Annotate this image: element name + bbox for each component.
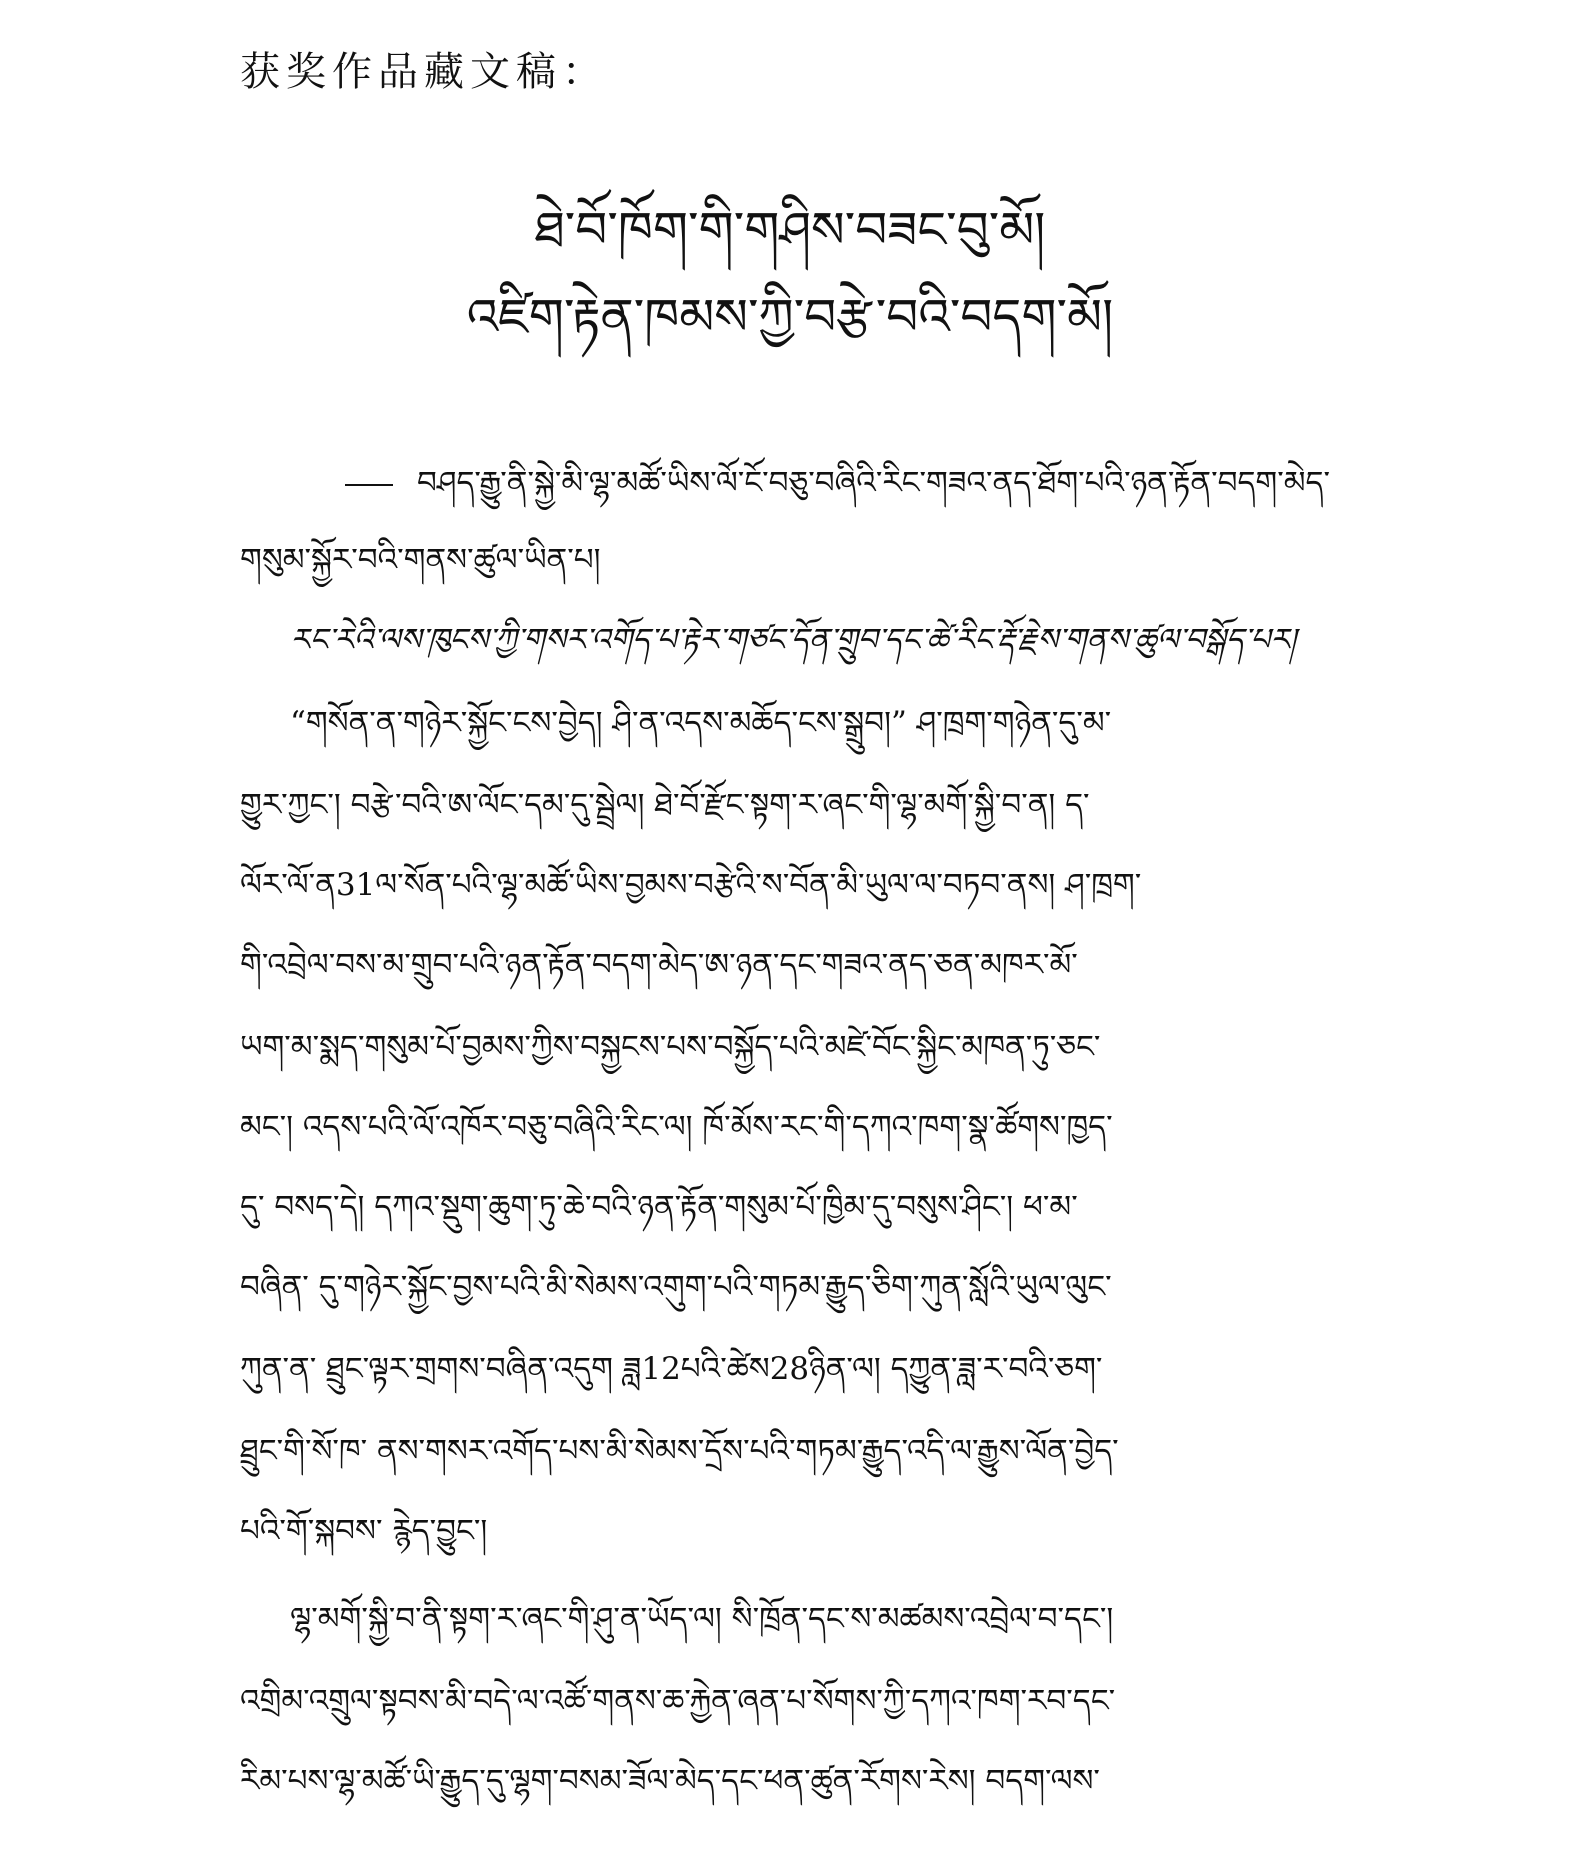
body-line: མང་། འདས་པའི་ལོ་འཁོར་བཅུ་བཞིའི་རིང་ལ། ཁོ་མོས་རང་གི་དཀའ་ཁག་སྣ་ཚོགས་ཁྱད་	[240, 1109, 1113, 1145]
title-line-1: ཐེ་བོ་ཁོག་གི་གཤིས་བཟང་བུ་མོ།	[534, 201, 1046, 259]
subtitle-line: རང་རེའི་ལས་ཁུངས་ཀྱི་གསར་འགོད་པ་རྟེར་གཙང་དོན་གྲུབ་དང་ཚེ་རིང་རྡོ་རྗེས་གནས་ཚུལ་བསྒོད་པར།	[290, 622, 1297, 658]
body-line: གྱུར་ཀྱང་། བརྩེ་བའི་ཨ་ལོང་དམ་དུ་སྦྲེལ། ཐེ་བོ་རྫོང་སྟག་ར་ཞང་གི་ལྷ་མགོ་སྐྱི་བ་ན། ད་	[240, 787, 1090, 823]
body-line: འགྲིམ་འགྲུལ་སྟབས་མི་བདེ་ལ་འཚོ་གནས་ཆ་རྐྱེན་ཞན་པ་སོགས་ཀྱི་དཀའ་ཁག་རབ་དང་	[240, 1683, 1116, 1719]
body-line: གི་འབྲེལ་བས་མ་གྲུབ་པའི་ཉན་རྟོན་བདག་མེད་ཨ་ཉན་དང་གཟའ་ནད་ཅན་མཁར་མོ་	[240, 947, 1078, 983]
byline-line-1	[345, 448, 1340, 535]
byline-line-2: གསུམ་སྐྱོར་བའི་གནས་ཚུལ་ཡིན་པ།	[240, 542, 601, 578]
body-line: ཀུན་ན་ ཐྲུང་ལྟར་གྲགས་བཞིན་འདུག ཟླ12པའི་ཚེས28ཉིན་ལ། དཀྱུན་ཟླ་ར་བའི་ཅག་	[240, 1351, 1103, 1387]
body-line: དུ་ བསད་དེ། དཀའ་སྡུག་ཆུག་ཏུ་ཆེ་བའི་ཉན་རྟོན་གསུམ་པོ་ཁྱིམ་དུ་བསུས་ཤིང་། ཕ་མ་	[240, 1189, 1078, 1225]
body-line: ལོར་ལོ་ན31ལ་སོན་པའི་ལྷ་མཚོ་ཡིས་བྱམས་བརྩེའི་ས་བོན་མི་ཡུལ་ལ་བཏབ་ནས། ཤ་ཁྲག་	[240, 867, 1142, 903]
document-heading: 获奖作品藏文稿：	[240, 49, 608, 95]
body-line: པའི་གོ་སྐབས་ རྙེད་བྱུང་།	[240, 1513, 488, 1549]
em-dash-rule	[345, 484, 393, 486]
body-line: ལྷ་མགོ་སྐྱི་བ་ནི་སྟག་ར་ཞང་གི་ཤུ་ན་ཡོད་ལ། སི་ཁྲོན་དང་ས་མཚམས་འབྲེལ་བ་དང་།	[290, 1601, 1114, 1637]
body-line: རིམ་པས་ལྷ་མཚོ་ཡི་རྒྱུད་དུ་ལྷག་བསམ་ཟོལ་མེད་དང་ཕན་ཚུན་རོགས་རེས། བདག་ལས་	[240, 1763, 1100, 1799]
body-line: “གསོན་ན་གཉེར་སྐྱོང་ངས་བྱེད། ཤི་ན་འདས་མཆོད་ངས་སྒྲུབ།” ཤ་ཁྲག་གཉེན་དུ་མ་	[290, 705, 1112, 741]
body-line: ཡག་མ་སྨད་གསུམ་པོ་བྱམས་ཀྱིས་བསྐྱངས་པས་བསྐྱོད་པའི་མཛེ་བོང་སྐྱིང་མཁན་ཏུ་ཅང་	[240, 1029, 1101, 1065]
title-line-2: འཛིག་རྟེན་ཁམས་ཀྱི་བརྩེ་བའི་བདག་མོ།	[466, 288, 1114, 346]
byline-text-1: བཤད་རྒྱུ་ནི་སྐྱེ་མི་ལྷ་མཚོ་ཡིས་ལོ་ངོ་བཅུ་བཞིའི་རིང་གཟའ་ནད་ཐོག་པའི་ཉན་རྟོན་བདག་མེད་	[417, 465, 1330, 501]
body-line: ཐྲུང་གི་སོ་ཁ་ ནས་གསར་འགོད་པས་མི་སེམས་དྲོས་པའི་གཏམ་རྒྱུད་འདི་ལ་རྒྱུས་ལོན་བྱེད་	[240, 1433, 1119, 1469]
body-line: བཞིན་ དུ་གཉེར་སྐྱོང་བྱས་པའི་མི་སེམས་འགུག་པའི་གཏམ་རྒྱུད་ཅིག་ཀུན་སློའི་ཡུལ་ལུང་	[240, 1269, 1112, 1305]
